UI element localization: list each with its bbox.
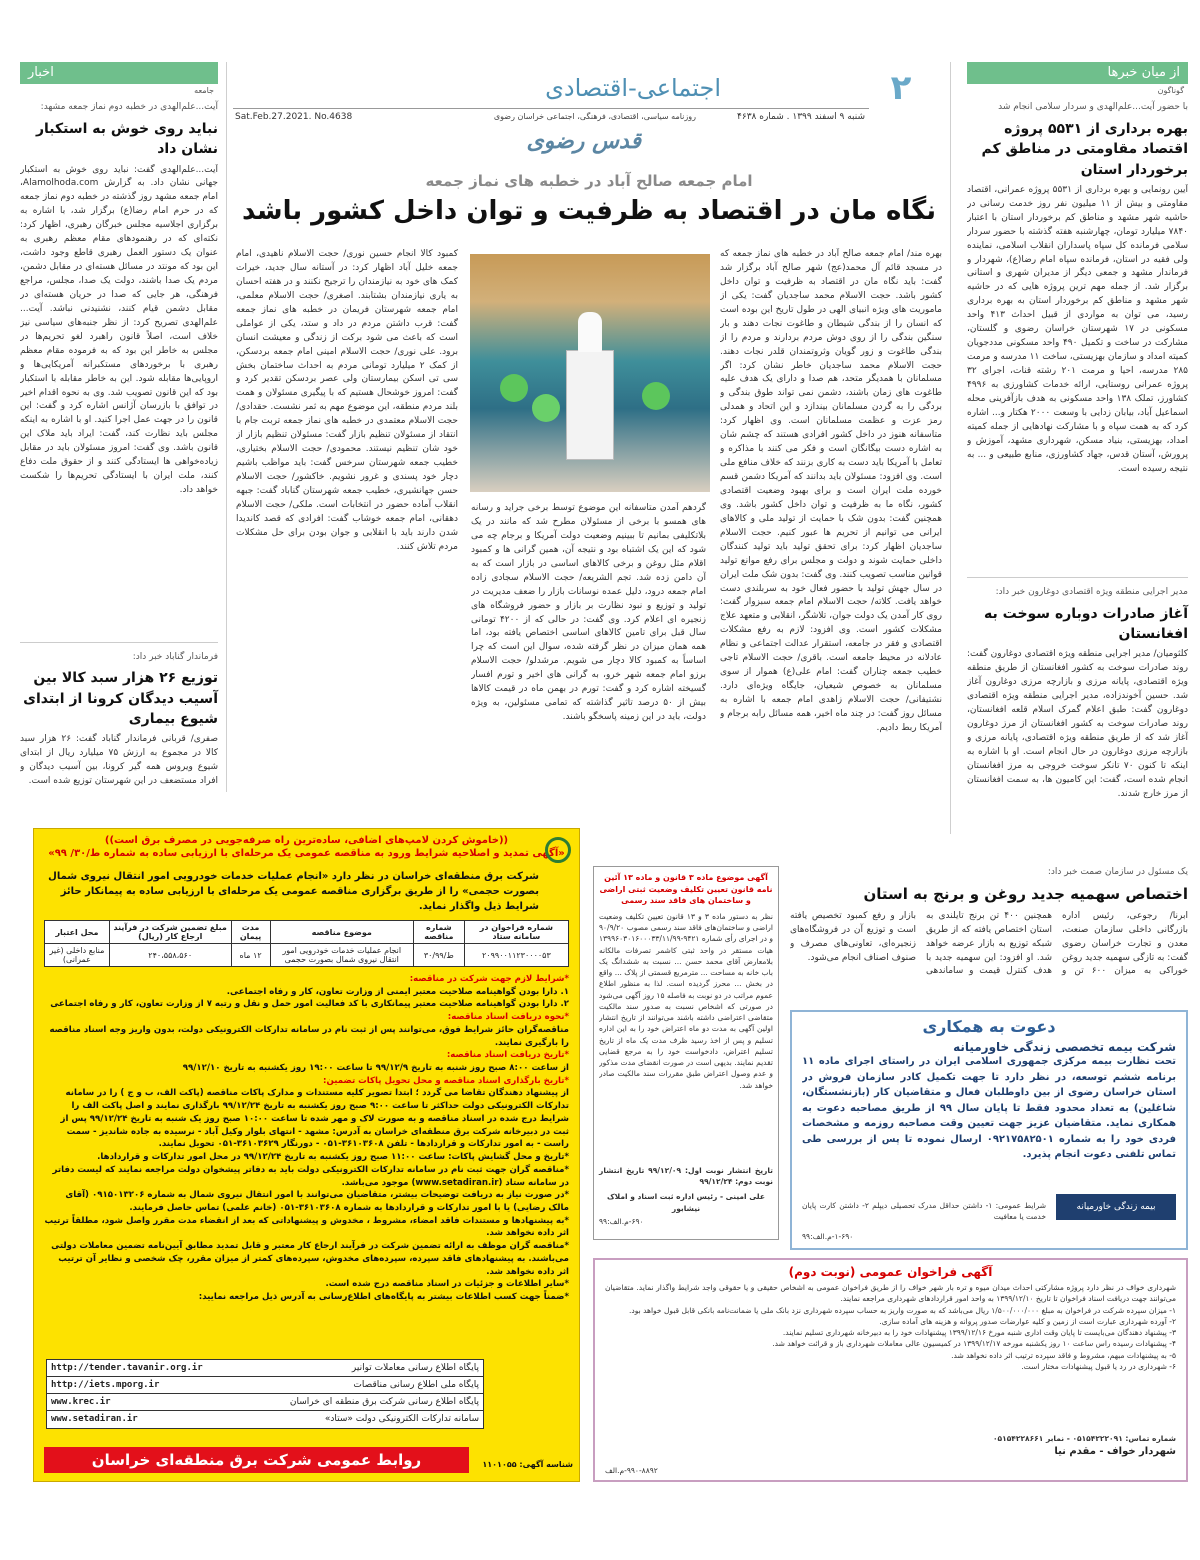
speaker: [578, 312, 602, 352]
ad-item: *ضمناً جهت کسب اطلاعات بیشتر به پایگاه‌های اطلاع‌رسانی به آدرس ذیل مراجعه نمایید:: [198, 1291, 569, 1302]
ad-code: ۱-۶۹۰-م.الف:۹۹: [802, 1231, 854, 1241]
main-kicker: امام جمعه صالح آباد در خطبه های نماز جمعه: [425, 172, 753, 190]
logo-text: بیمه زندگی خاورمیانه: [1076, 1202, 1156, 1212]
cell: منابع داخلی (غیر عمرانی): [45, 944, 110, 967]
link-url[interactable]: http://tender.tavanir.org.ir: [51, 1363, 203, 1373]
oil-rice-story: [790, 866, 1188, 982]
podium: [566, 350, 614, 460]
col-header: مبلغ تضمین شرکت در فرآیند ارجاع کار (ریال): [109, 921, 231, 944]
cell: انجام عملیات خدمات خودرویی امور انتقال نیروی شمال بصورت حجمی: [270, 944, 413, 967]
story2-intro: مدیر اجرایی منطقه ویژه اقتصادی دوغارون خبر داد:: [995, 586, 1188, 597]
notice-body: نظر به دستور ماده ۳ و ۱۳ قانون تعیین تکلیف وضعیت اراضی و ساختمان‌های فاقد سند رسمی مصوب ۹۰/۹/۲۰ و در اجرای رأی شماره ۹۴۲۱-۱۳۹۹۶۰۳۰۱۶۰۰۰۳۳/۱۱/۹۹ هیات مستقر در واحد ثبتی کاشمر تصرفات مالکانه بلامعارض آقای محمد حسن ... نسبت به ششدانگ یک باب خانه به مساحت ... مترمربع قسمتی از پلاک ... واقع در بخش ... محرز گردیده است. لذا به منظور اطلاع عموم مراتب در دو نوبت به فاصله ۱۵ روز آگهی می‌شود در صورتی که اشخاص نسبت به صدور سند مالکیت متقاضی اعتراضی داشته باشند می‌توانند از تاریخ انتشار اولین آگهی به مدت دو ماه اعتراض خود را به این اداره تسلیم و پس از اخذ رسید ظرف مدت یک ماه از تاریخ تسلیم اعتراض، دادخواست خود را به مرجع قضایی تقدیم نمایند. بدیهی است در صورت انقضای مدت مذکور و عدم وصول اعتراض طبق مقررات سند مالکیت صادر خواهد شد.: [599, 911, 773, 1090]
ad-items: [44, 973, 569, 1321]
tender-table: [44, 920, 569, 967]
page-number: ۲: [890, 68, 912, 108]
ad-company: شرکت بیمه تخصصی زندگی خاورمیانه: [953, 1040, 1176, 1054]
links-box: [46, 1359, 484, 1429]
story-headline: نباید روی خوش به استکبار نشان داد: [35, 120, 218, 158]
ad-item: *نحوه دریافت اسناد مناقصه:: [447, 1012, 569, 1023]
ad-body: شهرداری خواف در نظر دارد پروژه مشارکتی احداث میدان میوه و تره بار شهر خواف را از طریق فراخوان عمومی به اشخاص حقیقی و یا حقوقی واجد شرایط واگذار نماید. متقاضیان می‌توانند جهت دریافت اسناد فراخوان تا تاریخ ۱۳۹۹/۱۲/۱۰ به واحد امور قراردادهای شهرداری مراجعه نمایند.: [605, 1283, 1176, 1304]
notice-code: ۶۹۰-م.الف:۹۹: [599, 1216, 644, 1226]
ad-item: ۴- پیشنهادات رسیده راس ساعت ۱۰ روز یکشنبه مورخه ۱۳۹۹/۱۲/۱۷ در کمیسیون عالی معاملات شهرداری باز و قرائت خواهد شد.: [772, 1339, 1176, 1349]
insurance-logo: [1056, 1194, 1176, 1220]
green-balloon: [642, 382, 670, 410]
story-headline: بهره برداری از ۵۵۳۱ پروژه اقتصاد مقاومتی در مناطق کم برخوردار استان: [981, 120, 1188, 178]
col-header: شماره مناقصه: [413, 921, 464, 944]
cell: ۱۲ ماه: [231, 944, 270, 967]
ad-item: ۵- به پیشنهادات مبهم، مشروط و فاقد سپرده ترتیب اثر داده نخواهد شد.: [951, 1350, 1176, 1360]
ad-number: شناسه آگهی: ۱۱۰۱۰۵۵: [482, 1460, 573, 1469]
link-url[interactable]: www.setadiran.ir: [51, 1414, 138, 1424]
section-subcaption: جامعه: [194, 86, 214, 95]
col-header: شماره فراخوان در سامانه ستاد: [464, 921, 568, 944]
main-col-center: گردهم آمدن متاسفانه این موضوع توسط برخی جراید و رسانه های همسو با برخی از مسئولان مطرح شد که مانند در یک بلاتکلیفی بمانیم تا ببینیم وضعیت دولت آمریکا و برجام چه می شود که این یک اشتباه بود و نتیجه آن، همین گرانی ها و کمبود اقلام مثل روغن و برخی کالاهای اساسی در بازار است که به آن دامن زده شد. تجم الشریعه/ حجت الاسلام سجادی زاده امام جمعه درود، دلیل عمده نوسانات بازار را ضعف مدیریت در تولید و توزیع و نبود نظارت بر بازار و حضور فروشگاه های زنجیره ای اعلام کرد. وی گفت: در حالی که از ۴۲۰۰ تومانی سال قبل برای تامین کالاهای اساسی اختصاص یافته بود، اما همه همان میزان در نظر گرفته شده، سوال این است که چرا اساساً به کمبود کالا دچار می شویم. مرشدلو/ حجت الاسلام برزو امام جمعه شهر خرو، به گرانی های اخیر و تورم افسار گسیخته اشاره کرد و گفت: تورم در بهمن ماه در قیمت کالاها بیش از ۵۰ درصد تاثیر گذاشته که تمامی مسئولین، به ویژه دولت، باید در این زمینه پاسخگو باشند.: [471, 503, 706, 723]
ad-item: از ساعت ۸:۰۰ صبح روز شنبه به تاریخ ۹۹/۱۲/۹ تا ساعت ۱۹:۰۰ روز یکشنبه به تاریخ ۹۹/۱۲/۱۰: [182, 1063, 569, 1074]
story2-body: کلثومیان/ مدیر اجرایی منطقه ویژه اقتصادی دوغارون گفت: روند صادرات سوخت به کشور افغانستان از طریق منطقه ویژه اقتصادی، پایانه مرزی و بازارچه مرزی دوغارون آغاز شد. حسین آخوندزاده، مدیر اجرایی منطقه ویژه اقتصادی دوغارون گفت: طبق اعلام گمرک اسلام قلعه افغانستان، روند صادرات سوخت به کشور افغانستان از مرز دوغارون آغاز شد که از طریق منطقه ویژه اقتصادی، پایانه مرزی و بازارچه مرزی دوغارون در حال انجام است. او با اشاره به اینکه تا کنون ۷۰ تانکر سوخت خروجی به مرز افغانستان انجام شده است، گفت: این کامیون ها، به سمت افغانستان از مرز خارج شدند.: [967, 649, 1188, 799]
insurance-ad: [790, 1010, 1188, 1250]
link-label: پایگاه اطلاع رسانی شرکت برق منطقه ای خراسان: [289, 1397, 479, 1407]
electricity-tender-ad: [33, 828, 580, 1482]
main-headline: نگاه مان در اقتصاد به ظرفیت و توان داخل کشور باشد: [242, 196, 936, 226]
col-header: محل اعتبار: [45, 921, 110, 944]
cell: ۲۴۰،۵۵۸،۵۶۰: [109, 944, 231, 967]
story2-headline: آغاز صادرات دوباره سوخت به افغانستان: [984, 605, 1188, 643]
ad-item: ۶- شهرداری در رد یا قبول پیشنهادات مختار است.: [1021, 1361, 1176, 1371]
main-story: [236, 172, 942, 837]
link-row[interactable]: [47, 1360, 483, 1377]
left-column: [20, 62, 218, 813]
ad-title: دعوت به همکاری: [922, 1017, 1056, 1036]
tagline: روزنامه سیاسی، اقتصادی، فرهنگی، اجتماعی خراسان رضوی: [493, 112, 696, 121]
electric-logo: [545, 837, 571, 863]
link-label: پایگاه ملی اطلاع رسانی مناقصات: [353, 1380, 479, 1390]
story-intro: یک مسئول در سازمان صمت خبر داد:: [1047, 867, 1188, 877]
section-bar-news: از میان خبرها: [967, 62, 1188, 84]
ad-item: *مناقصه گران جهت ثبت نام در سامانه تدارکات الکترونیکی دولت باید به دفاتر پیشخوان دولت مراجعه نمایند که لیست دفاتر در سامانه ستاد (www.setadiran.ir) موجود می‌باشد.: [52, 1164, 569, 1188]
link-url[interactable]: http://iets.mporg.ir: [51, 1380, 160, 1390]
link-row[interactable]: [47, 1377, 483, 1394]
newspaper-logo: قدس رضوی: [526, 128, 641, 154]
link-label: سامانه تدارکات الکترونیکی دولت «ستاد»: [324, 1414, 479, 1424]
main-col-right: بهره مند/ امام جمعه صالح آباد در خطبه های نماز جمعه که در مسجد قائم آل محمد(عج) شهر صالح آباد برگزار شد گفت: باید نگاه مان در اقتصاد به ظرفیت و توان داخل کشور باشد. حجت الاسلام محمد ساجدیان گفت: یکی از ماموریت های ویژه انبیای الهی در طول تاریخ این بوده است که انسان را از بندگی شیطان و طاغوت نجات دهند و بار سنگین بندگی را از روی دوش مردم بردارند و مردم را از بندگی طاغوت و زور گویان وثروتمندان قلدر نجات دهند. حجت الاسلام محمد ساجدیان خاطر نشان کرد: اگر مسلمانان با همدیگر متحد، هم صدا و دارای یک هدف علیه طاغوت های زمان باشند، دشمن نمی تواند طوق بندگی و بردگی را به گردن مسلمانان بیندازد و این اتحاد و همدلی رمز عزت و عظمت مسلمانان است. وی اظهار کرد: متاسفانه هنوز در داخل کشور افرادی هستند که چشم شان به اشاره دست بیگانگان است و فکر می کنند با مذاکره و تعامل با آمریکا باید دست به کاری بزنند که خلاف منافع ملی است. وی افزود: مسئولان باید بدانند که آمریکا دشمن قسم خورده ملت ایران است و برای بهبود وضعیت اقتصادی کشور، نگاه ما به ظرفیت و توان داخل کشور باشد. وی همچنین گفت: بدون شک با حمایت از تولید ملی و کالاهای ایرانی می توانیم از تحریم ها عبور کنیم. حجت الاسلام ساجدیان اظهار کرد: برای تحقق تولید باید تولید کنندگان داخلی حمایت شوند و دولت و مجلس برای رفع موانع تولید قوانین مناسب تصویب کنند. وی گفت: بدون شک ملت ایران در سال جهش تولید با حضور فعال خود به سربلندی دست خواهد یافت. کلاته/ حجت الاسلام امام جمعه سبزوار گفت: روی کار آمدن یک دولت جوان، تلاشگر، انقلابی و متعهد علاج مشکلات کشور است. وی افزود: لازم به رفع مشکلات اقتصادی و فقر در جامعه، استقرار عدالت اجتماعی و نظام عادلانه در محیط جامعه است. باقری/ حجت الاسلام تاجی خطیب جمعه چناران گفت: امام علی(ع) هموار از سوی مسلمانان به خصوص شیعیان، جایگاه ویژه‌ای دارد. نشتیفانی/ حجت الاسلام زاهدی امام جمعه با اشاره به مسائل روز گفت: در چند ماه اخیر، همه مسائل رابه برجام و آمریکا ربط دادیم.: [720, 249, 942, 733]
story-intro: با حضور آیت...علم‌الهدی و سردار سلامی انجام شد: [998, 102, 1188, 112]
link-row[interactable]: [47, 1394, 483, 1411]
story2-intro: فرماندار گناباد خبر داد:: [132, 651, 218, 662]
link-url[interactable]: www.krec.ir: [51, 1397, 111, 1407]
ad-item: *تاریخ و محل گشایش پاکات: ساعت ۱۱:۰۰ صبح روز یکشنبه به تاریخ ۹۹/۱۲/۲۴ در محل امور تدارکات و قراردادها.: [97, 1152, 569, 1163]
issue-date-fa: شنبه ۹ اسفند ۱۳۹۹ . شماره ۴۶۳۸: [737, 112, 865, 122]
ad-intro: شرکت برق منطقه‌ای خراسان در نظر دارد «انجام عملیات خدمات خودرویی امور انتقال نیروی شمال بصورت حجمی» را از طریق برگزاری مناقصه عمومی یک مرحله‌ای با ارزیابی ساده به پیمانکار حائز شرایط ذیل واگذار نماید.: [48, 871, 539, 912]
story-body: ابرنا/ رجوعی، رئیس اداره بازرگانی داخلی سازمان صنعت، معدن و تجارت خراسان رضوی گفت: به تازگی سهمیه جدید روغن خوراکی به میزان ۶۰۰ تن و همچنین ۴۰۰ تن برنج تایلندی به استان اختصاص یافته که از طریق شبکه توزیع به بازار عرضه خواهد شد. او افزود: این سهمیه جدید با هدف کنترل قیمت و ساماندهی بازار و رفع کمبود تخصیص یافته است و توزیع آن در فروشگاه‌های زنجیره‌ای، تعاونی‌های مصرف و صنوف اصناف انجام می‌شود.: [790, 910, 1188, 977]
link-label: پایگاه اطلاع رسانی معاملات توانیر: [351, 1363, 479, 1373]
ad-item: ۲. دارا بودن گواهینامه صلاحیت معتبر پیمانکاری با کد فعالیت امور حمل و نقل و رتبه ۷ از وزارت تعاون، کار و رفاه اجتماعی: [50, 999, 569, 1010]
ad-contact: شماره تماس: ۰۵۱۵۴۲۲۲۰۹۱ - نمابر ۰۵۱۵۴۲۲۸۶۶۱: [992, 1433, 1176, 1443]
story-headline: اختصاص سهمیه جدید روغن و برنج به استان: [863, 884, 1188, 903]
ad-item: *سایر اطلاعات و جزئیات در اسناد مناقصه درج شده است.: [325, 1279, 569, 1290]
story-intro: آیت...علم‌الهدی در خطبه دوم نماز جمعه مشهد:: [40, 102, 218, 112]
ad-topline-2: «آگهی تمدید و اصلاحیه شرایط ورود به مناقصه عمومی یک مرحله‌ای با ارزیابی ساده به شماره ط/۳۰/ ۹۹»: [48, 848, 565, 859]
ad-footer: روابط عمومی شرکت برق منطقه‌ای خراسان: [44, 1447, 469, 1473]
green-balloon: [500, 374, 528, 402]
ad-item: ۱. دارا بودن گواهینامه صلاحیت معتبر ایمنی از وزارت تعاون، کار و رفاه اجتماعی.: [226, 986, 569, 997]
col-header: مدت پیمان: [231, 921, 270, 944]
col-header: موضوع مناقصه: [270, 921, 413, 944]
ad-item: از پیشنهاد دهندگان تقاضا می گردد ؛ ابتدا تصویر کلیه مستندات و مدارک پاکات مناقصه (پاکت الف، ب و ج ) را در سامانه تدارکات الکترونیکی دولت حداکثر تا ساعت ۹:۰۰ صبح روز یکشنبه به تاریخ ۹۹/۱۲/۲۴ بارگذاری نمایند و اصل پاکت الف را شرایط درج شده در اسناد مناقصه و به صورت لاک و مهر شده تا ساعت ۱۰:۰۰ صبح روز یک شنبه به تاریخ ۹۹/۱۲/۲۴ پس از ثبت در دبیرخانه شرکت برق منطقه‌ای خراسان به آدرس: مشهد - انتهای بلوار وکیل آباد - نرسیده به جاده شاندیز - سمت راست - به امور تدارکات و قراردادها - تلفن ۳۶۱۰۳۶۰۸-۰۵۱ - دورنگار ۳۶۱۰۳۶۲۹-۰۵۱ تحویل نمایند.: [60, 1088, 569, 1150]
ad-item: مناقصه‌گران حائز شرایط فوق، می‌توانند پس از ثبت نام در سامانه تدارکات الکترونیکی دولت، بدون واریز وجه اسناد مناقصه را بارگیری نمایند.: [49, 1024, 569, 1048]
story-body: آیت...علم‌الهدی گفت: نباید روی خوش به استکبار جهانی نشان داد. به گزارش Alamolhoda.com، امام جمعه مشهد روز گذشته در خطبه دوم نماز جمعه که در حرم امام رضا(ع) برگزار شد، با اشاره به برگزاری اجلاسیه مجلس خبرگان رهبری، اظهار کرد: نکته‌ای که در رهنمودهای مقام معظم رهبری به عنوان یک دستور العمل رهبری قاطع وجود داشت، این بود که مونتد در مسائل هسته‌ای در مقابل دشمن، مردم یک صدا باشند، دولت یک صدا، مجلس، مراجع فرهنگی، هر جایی که صدا در حریان هسته‌ای در مقابل دشمن قیام کنند، نشنیدنی نباشد. آیت... علم‌الهدی تصریح کرد: از نظر جنبه‌های سیاسی نیز خلاف است، اصلاً قانون راهبرد لغو تحریم‌ها در مجلس به خاطر این بود که به فرموده مقام معظم رهبری با برخوردهای مستکبرانه آمریکایی‌ها و اروپایی‌ها مقابله شود. این به خاطر مقابله با استکبار بود که این قانون تصویب شد. وی به نحوه اقدام اخیر در توافق با بازرسان آژانس اشاره کرد و گفت: این قانون را در جهت عمل اجرا کنید. او با اشاره به اینکه مجلس باید نظارت کند، گفت: ایراد باید ملاک این قانون باشد. وی گفت: امروز مسئولان باید در مقابل زیاده‌خواهی ها ایستادگی کنند و از حقوق ملت دفاع کنند، ملت ایران با ایستادگی تحریم‌ها را شکست خواهد داد.: [20, 164, 218, 496]
ad-item: ۲- آورده شهرداری عبارت است از زمین و کلیه عوارضات صدور پروانه و هزینه های آماده سازی.: [879, 1316, 1176, 1326]
registration-notice: [593, 866, 779, 1240]
ad-conditions: شرایط عمومی: ۱- داشتن حداقل مدرک تحصیلی دیپلم ۲- داشتن کارت پایان خدمت یا معافیت: [802, 1200, 1046, 1221]
link-row[interactable]: [47, 1411, 483, 1428]
ad-signer: شهردار خواف - مقدم نیا: [1054, 1445, 1176, 1457]
ad-item: *تاریخ دریافت اسناد مناقصه:: [446, 1050, 569, 1061]
section-bar-akhbar: اخبار: [20, 62, 218, 84]
notice-title: آگهی موضوع ماده ۳ قانون و ماده ۱۳ آئین نامه قانون تعیین تکلیف وضعیت ثبتی اراضی و ساختمان های فاقد سند رسمی: [599, 873, 773, 906]
story-body: آیین رونمایی و بهره برداری از ۵۵۳۱ پروژه عمرانی، اقتصاد مقاومتی و بیش از ۱۱ میلیون نفر روز خدمت رسانی در حاشیه شهر مشهد و مناطق کم برخوردار استان با اعتبار ۷۸۴۰ میلیارد تومان، چهارشنبه هفته گذشته با حضور سردار سلامی فرمانده کل سپاه پاسداران انقلاب اسلامی، نماینده ولی فقیه در استان، فرمانده سپاه امام رضا(ع)، شهردار و فرماندار مشهد و جمعی دیگر از مدیران شهری و استانی برگزار شد. از جمله مهم ترین پروژه هایی که در حاشیه شهر مشهد و مناطق کم برخوردار استان به بهره برداری رسید، می توان به مواردی از قبیل احداث ۴۱۳ واحد مسکونی در ۱۷ شهرستان خراسان رضوی و گلستان، مشارکت در ساخت و تکمیل ۴۹۰ واحد مسکونی مددجویان کمیته امداد و سازمان بهزیستی، ساخت ۱۱ مدرسه و مرمت ۲۸۵ مدرسه، احیا و مرمت ۲۰۱ رشته قنات، اجرای ۳۲ پروژه عمرانی روستایی، ارائه خدمات کشاورزی به ۴۹۹۶ کشاورز، تملک ۱۳۸ واحد مسکونی به هدف بازآفرینی محله اسماعیل آباد، بیابان زدایی با وسعت ۲۰۰۰ هکتار و... اشاره کرد که به همت سپاه و با مشارکت نهادهایی از جمله کمیته امداد، بهزیستی، بنیاد مسکن، شهرداری مشهد، آموزش و پرورش، آستان قدس، جهاد کشاورزی، منابع طبیعی و ... به نتیجه رسیده است.: [967, 184, 1188, 474]
table-row: [45, 944, 569, 967]
ad-item: *تاریخ بارگذاری اسناد مناقصه و محل تحویل پاکات تضمین:: [323, 1075, 569, 1086]
ad-items: [605, 1305, 1176, 1433]
ad-item: *به پیشنهادها و مستندات فاقد امضاء، مشروط ، مخدوش و پیشنهاداتی که بعد از انقضاء مدت مقرر واصل شود، مطلقاً ترتیب اثر داده نخواهد شد.: [44, 1215, 569, 1239]
ad-code: ۹۹۰-۸۸۹۲-م.الف: [605, 1465, 658, 1475]
ad-topline-1: ((خاموش کردن لامپ‌های اضافی، ساده‌ترین راه صرفه‌جویی در مصرف برق است)): [104, 835, 509, 846]
issue-date-en: Sat.Feb.27.2021. No.4638: [235, 112, 353, 122]
section-subcaption: گوناگون: [1157, 86, 1184, 95]
cell: ۲۰۹۹۰۰۱۱۲۳۰۰۰۰۵۳: [464, 944, 568, 967]
mosque-photo: [470, 254, 710, 492]
ad-title: آگهی فراخوان عمومی (نوبت دوم): [788, 1265, 993, 1279]
section-title: اجتماعی-اقتصادی: [545, 74, 721, 102]
green-balloon: [532, 394, 560, 422]
story2-body: صفری/ قربانی فرماندار گناباد گفت: ۲۶ هزار سبد کالا در مجموع به ارزش ۷۵ میلیارد ریال از ابتدای شیوع ویروس همه گیر کرونا، بین آسیب دیدگان و افراد مستضعف در این شهرستان توزیع شده است.: [20, 734, 218, 787]
ad-item: *مناقصه گران موظف به ارائه تضمین شرکت در فرآیند ارجاع کار معتبر و قابل تمدید مطابق آیین‌نامه تضمین معاملات دولتی می‌باشند. به پیشنهادهای فاقد سپرده، سپرده‌های مخدوش، سپرده‌های کمتر از میزان مقرر، چک شخصی و نظایر آن ترتیب اثر داده نخواهد شد.: [51, 1241, 569, 1277]
notice-dates: تاریخ انتشار نوبت اول: ۹۹/۱۲/۰۹ تاریخ انتشار نوبت دوم: ۹۹/۱۲/۲۴: [599, 1165, 773, 1187]
right-column: [967, 62, 1188, 878]
ad-item: ۳- پیشنهاد دهندگان می‌بایست تا پایان وقت اداری شنبه مورخ ۱۳۹۹/۱۲/۱۶ پیشنهادات خود را به دبیرخانه شهرداری تسلیم نمایند.: [782, 1328, 1176, 1337]
page-header: [233, 62, 931, 160]
notice-signer: علی امینی - رئیس اداره ثبت اسناد و املاک نیشابور: [607, 1192, 765, 1213]
khaf-municipality-ad: [593, 1258, 1188, 1482]
story2-headline: توزیع ۲۶ هزار سبد کالا بین آسیب دیدگان کرونا از ابتدای شیوع بیماری: [23, 670, 218, 728]
ad-item: ۱- میزان سپرده شرکت در فراخوان به مبلغ ۱/۵۰۰/۰۰۰/۰۰۰ ریال می‌باشد که به صورت واریز به حساب سپرده شهرداری نزد بانک ملی یا ضمانت‌نامه بانکی قابل قبول خواهد بود.: [629, 1305, 1176, 1315]
main-col-left: کمبود کالا انجام حسین نوری/ حجت الاسلام ناهیدی، امام جمعه خلیل آباد اظهار کرد: در آستانه سال جدید، خیرات کمک های خود به نیازمندان را ترجیح نکنند و در هفته احسان به یاری نیازمندان بشتابند. اصغری/ حجت الاسلام معلمی، امام جمعه شهرستان فریمان در خطبه های نماز جمعه گفت: قرب داشتن مردم در داد و ستد، یکی از عواملی است که باعث می شود برکت از زندگی و معیشت انسان برود. علی نوری/ حجت الاسلام امینی امام جمعه بردسکن، از کمک ۲ میلیارد تومانی مردم به احداث ساختمان بخش سی تی اسکن بیمارستان ولی عصر بردسکن تقدیر کرد و گفت: امروز خوشحال هستیم که با پیگیری مسئولان و همت بلند مردم منطقه، این موضوع مهم به ثمر نشست. حقدادی/ حجت الاسلام معتمدی در خطبه های نماز جمعه تربت جام با انتقاد از مسئولان تنظیم بازار گفت: مسئولان تنظیم بازار از خود شان تنظیم نیستند. محمودی/ حجت الاسلام بختیاری، خطیب جمعه شهرستان سرخس گفت: باید مواظب باشیم دچار خود پسندی و غرور نشویم. خاکشور/ حجت الاسلام حسن جهانشیری، خطیب جمعه شهرستان گناباد گفت: جبهه انقلاب آماده حضور در انتخابات است. ملکی/ حجت الاسلام دهقانی، امام جمعه خوشاب گفت: افرادی که قصد کاندیدا شدن دارند باید با انقلابی و جوان بودن برای حل مشکلات مردم تلاش کنند.: [236, 249, 458, 552]
cell: ط/۳۰/۹۹: [413, 944, 464, 967]
ad-item: *شرایط لازم جهت شرکت در مناقصه:: [409, 974, 569, 984]
ad-item: *در صورت نیاز به دریافت توضیحات بیشتر، متقاضیان می‌توانند با امور انتقال نیروی شمال به شماره ۰۹۱۵۰۱۳۲۰۶ (آقای مالک رضایی) یا با امور تدارکات و قراردادها به شماره ۳۶۱۰۳۶۰۸-۰۵۱ (خانم علمی) تماس حاصل فرمایند.: [65, 1190, 569, 1213]
ad-body: تحت نظارت بیمه مرکزی جمهوری اسلامی ایران در راستای اجرای ماده ۱۱ برنامه ششم توسعه، در نظر دارد تا جهت تکمیل کادر سازمان فروش در استان خراسان رضوی از بین داوطلبان فعال و متقاضیان کار (بازنشستگان، شاغلین) به تعداد محدود فقط تا پایان سال ۹۹ از طریق مصاحبه دعوت به همکاری نماید. متقاضیان عزیز جهت تعیین وقت مصاحبه روزمه و مشخصات فردی خود را به شماره ۰۹۲۱۷۵۸۲۵۰۱ ارسال نموده تا پس از بررسی طی تماس تلفنی دعوت انجام پذیرد.: [802, 1056, 1176, 1160]
